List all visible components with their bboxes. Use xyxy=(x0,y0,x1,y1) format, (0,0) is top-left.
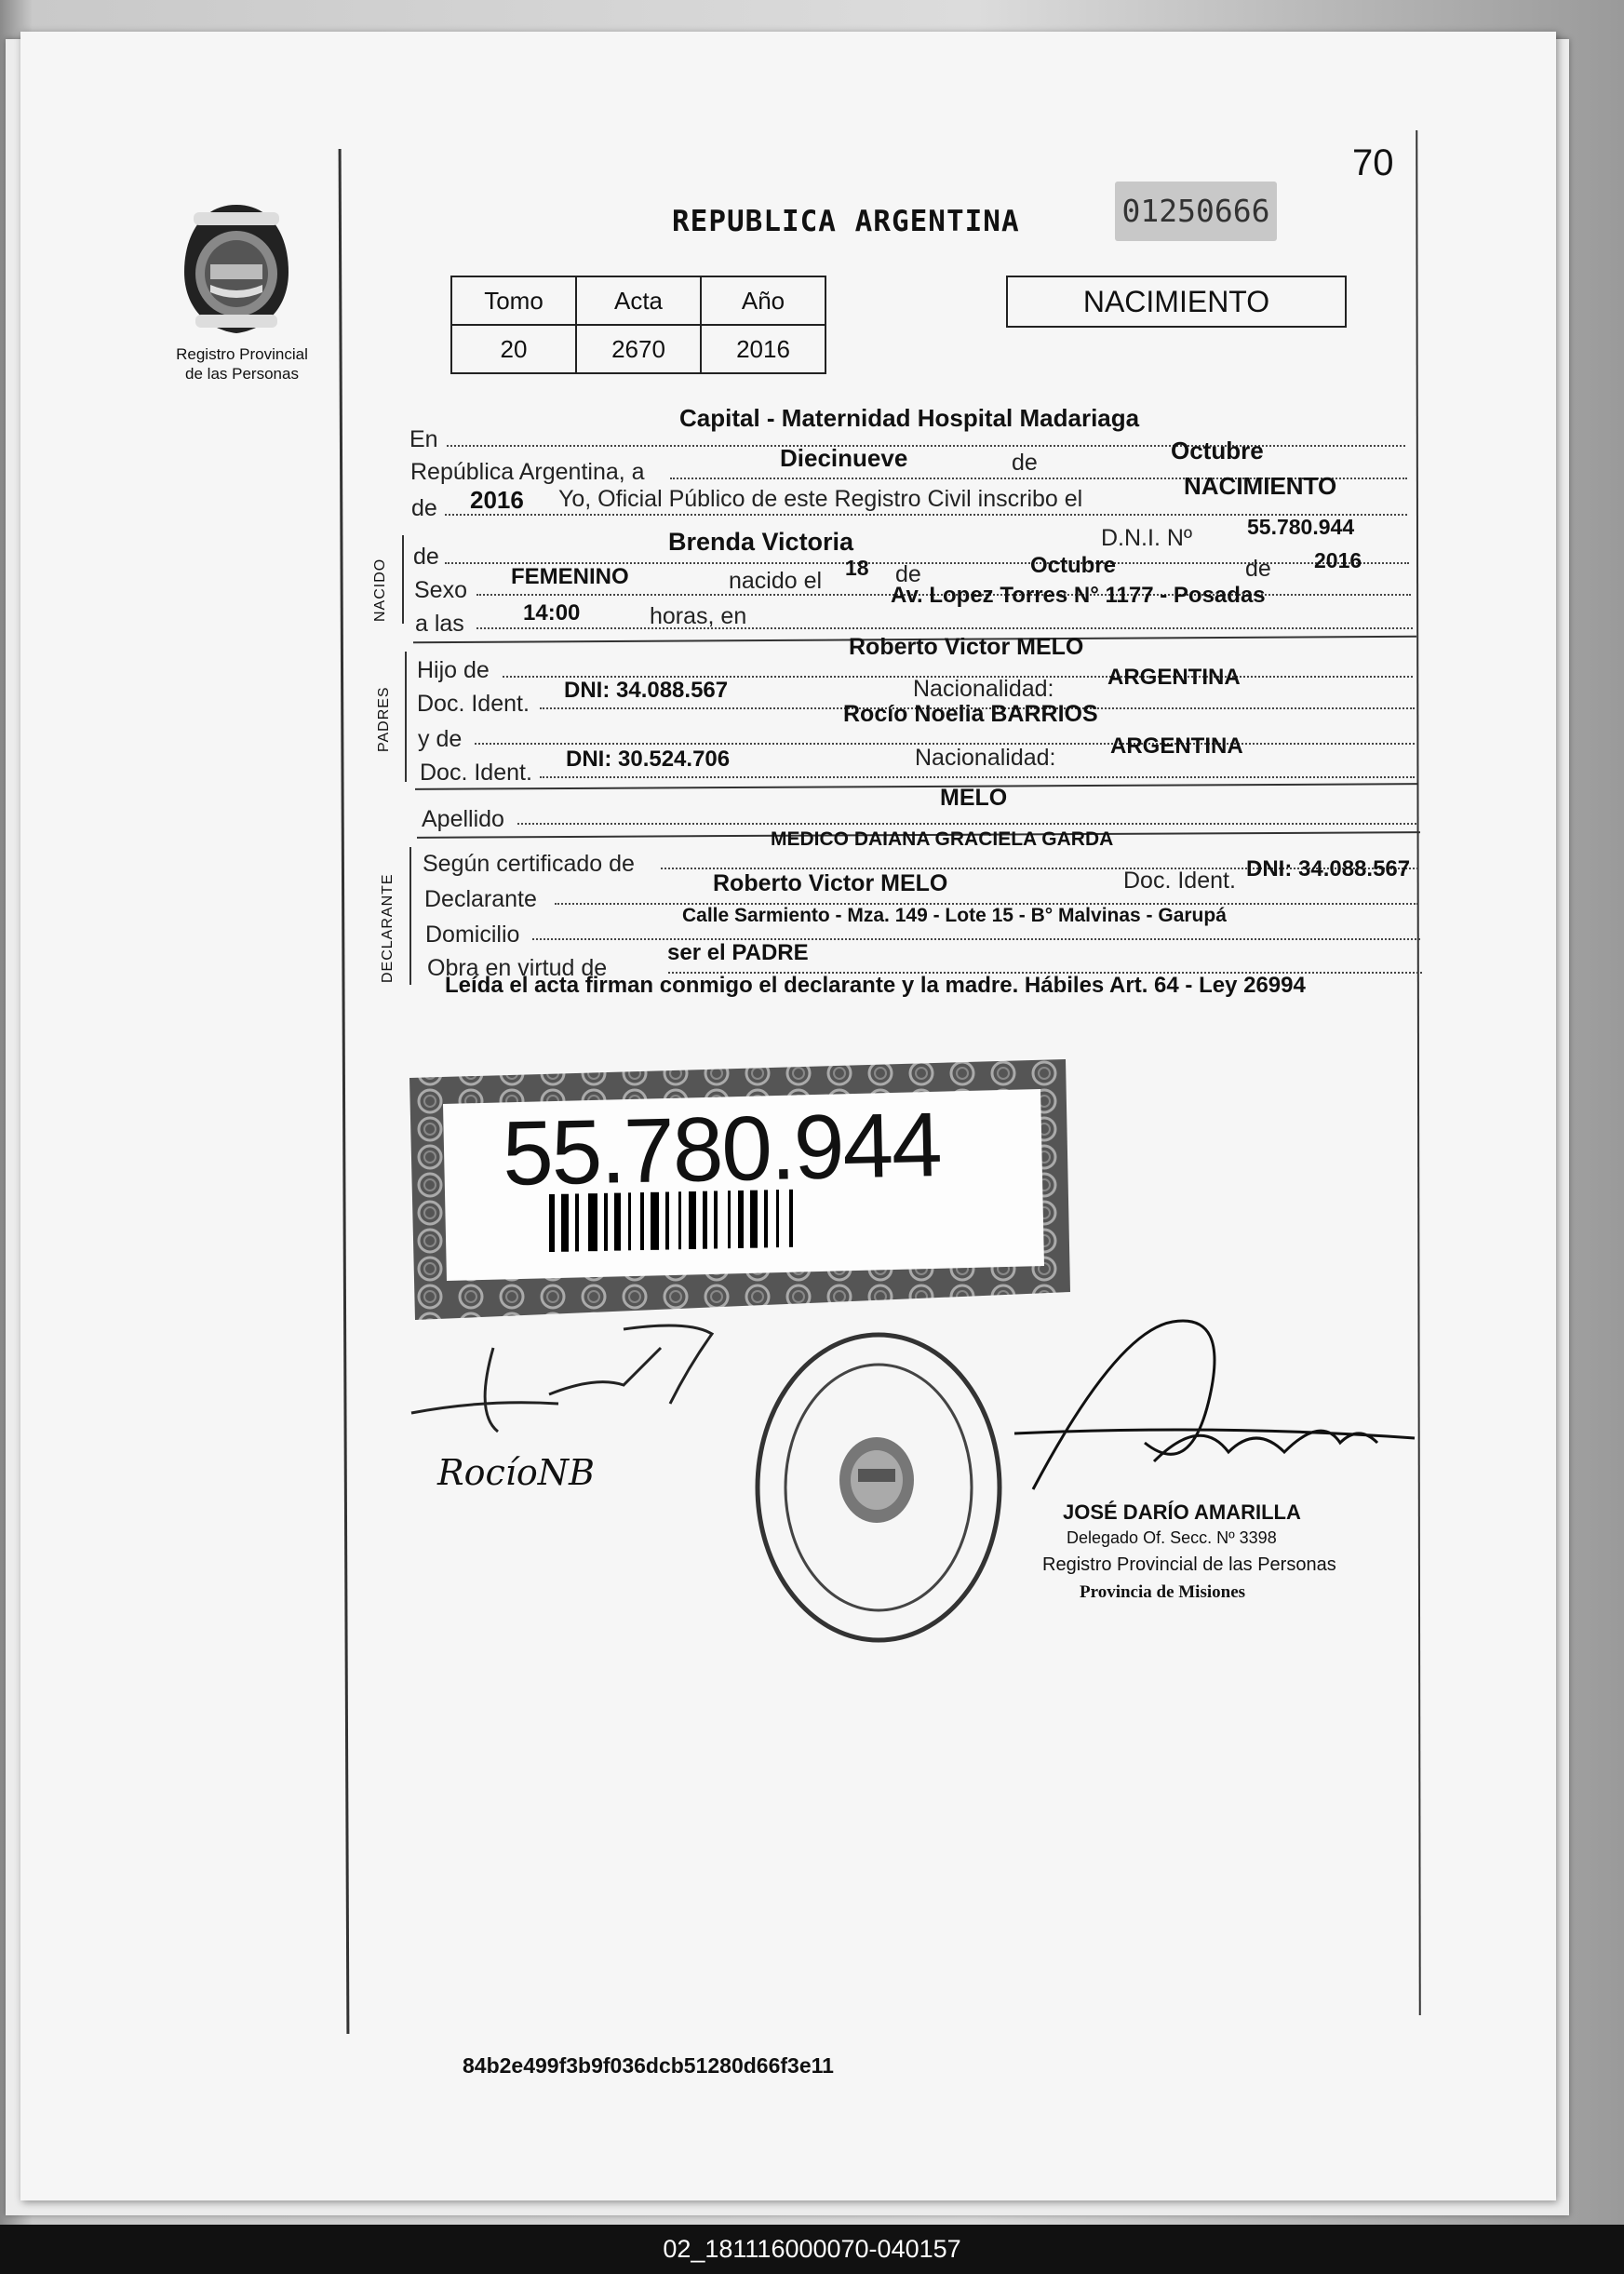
father-nationality-label: Nacionalidad: xyxy=(913,676,1054,702)
registry-text: Yo, Oficial Público de este Registro Civil inscribo el xyxy=(558,486,1083,512)
official-name: JOSÉ DARÍO AMARILLA xyxy=(1063,1500,1301,1524)
mother-nationality-value: ARGENTINA xyxy=(1110,733,1243,759)
mother-doc-value: DNI: 30.524.706 xyxy=(566,747,731,772)
document-hash: 84b2e499f3b9f036dcb51280d66f3e11 xyxy=(463,2053,834,2078)
y-de-label: y de xyxy=(418,726,463,752)
reference-table xyxy=(450,276,826,374)
en-label: En xyxy=(409,426,438,452)
child-name-value: Brenda Victoria xyxy=(668,528,854,556)
birth-de-label: de xyxy=(895,561,921,587)
child-dni-value: 55.780.944 xyxy=(1247,515,1355,539)
official-stamp xyxy=(745,1320,1014,1655)
certificate-value: MEDICO DAIANA GRACIELA GARDA xyxy=(771,828,1114,850)
sticker-number: 55.780.944 xyxy=(501,1093,942,1204)
certificado-label: Según certificado de xyxy=(423,851,635,877)
ref-value-tomo: 20 xyxy=(451,325,576,373)
mother-nationality-label: Nacionalidad: xyxy=(915,745,1056,771)
page-number: 70 xyxy=(1352,142,1394,183)
declarante-doc-label: Doc. Ident. xyxy=(1123,868,1236,894)
official-office: Registro Provincial de las Personas xyxy=(1042,1554,1336,1575)
ref-header-ano: Año xyxy=(701,276,825,325)
reference-value-row xyxy=(451,325,825,373)
father-doc-label: Doc. Ident. xyxy=(417,691,530,717)
domicilio-label: Domicilio xyxy=(425,922,520,948)
declarante-name-value: Roberto Victor MELO xyxy=(713,870,948,896)
logo-caption-line2: de las Personas xyxy=(185,365,299,383)
logo-caption xyxy=(154,344,329,383)
official-role: Delegado Of. Secc. Nº 3398 xyxy=(1067,1528,1277,1547)
sexo-value: FEMENINO xyxy=(511,564,629,589)
father-doc-value: DNI: 34.088.567 xyxy=(564,678,729,703)
month-value: Octubre xyxy=(1171,437,1264,464)
official-signature xyxy=(986,1303,1424,1527)
obra-label: Obra en virtud de xyxy=(427,955,608,981)
logo-caption-line1: Registro Provincial xyxy=(176,345,308,363)
birth-address-value: Av. Lopez Torres N° 1177 - Posadas xyxy=(891,583,1266,608)
birth-day-value: 18 xyxy=(845,556,869,580)
reference-header-row xyxy=(451,276,825,325)
father-nationality-value: ARGENTINA xyxy=(1107,665,1241,690)
padres-side-label: PADRES xyxy=(376,686,392,752)
day-value: Diecinueve xyxy=(780,444,908,472)
de-label: de xyxy=(1012,450,1038,476)
father-name-value: Roberto Victor MELO xyxy=(849,634,1084,660)
declarante-side-label: DECLARANTE xyxy=(380,873,396,983)
declarante-doc-value: DNI: 34.088.567 xyxy=(1246,856,1411,881)
dni-label: D.N.I. Nº xyxy=(1101,525,1193,551)
file-name-footer: 02_181116000070-040157 xyxy=(0,2225,1624,2274)
birth-year-de-label: de xyxy=(1245,556,1271,582)
hijo-de-label: Hijo de xyxy=(417,657,490,683)
declarante-label: Declarante xyxy=(424,886,537,912)
apellido-label: Apellido xyxy=(422,806,504,832)
official-province: Provincia de Misiones xyxy=(1080,1582,1246,1602)
place-value: Capital - Maternidad Hospital Madariaga xyxy=(679,404,1140,432)
serial-number: 01250666 xyxy=(1115,182,1277,241)
nacido-de-label: de xyxy=(413,544,439,570)
birth-month-value: Octubre xyxy=(1030,553,1117,578)
document-type-box: NACIMIENTO xyxy=(1006,276,1347,328)
year-de-label: de xyxy=(411,495,437,521)
capacity-value: ser el PADRE xyxy=(667,940,809,965)
birth-year-value: 2016 xyxy=(1314,548,1362,572)
ref-header-tomo: Tomo xyxy=(451,276,576,325)
address-value: Calle Sarmiento - Mza. 149 - Lote 15 - B° Malvinas - Garupá xyxy=(682,905,1227,926)
mother-name-value: Rocío Noelia BARRIOS xyxy=(843,701,1098,727)
country-title: REPUBLICA ARGENTINA xyxy=(672,205,1020,238)
horas-en-label: horas, en xyxy=(650,603,747,629)
ref-value-ano: 2016 xyxy=(701,325,825,373)
mother-doc-label: Doc. Ident. xyxy=(420,760,532,786)
nacido-el-label: nacido el xyxy=(729,568,823,594)
closing-statement: Leída el acta firman conmigo el declarante y la madre. Hábiles Art. 64 - Ley 26994 xyxy=(445,973,1306,998)
time-value: 14:00 xyxy=(523,600,581,626)
sexo-label: Sexo xyxy=(414,577,467,603)
mother-signature-text: RocíoNB xyxy=(437,1452,595,1493)
year-value: 2016 xyxy=(470,486,524,514)
ref-header-acta: Acta xyxy=(576,276,701,325)
province-seal-logo xyxy=(173,199,300,339)
republica-label: República Argentina, a xyxy=(410,459,645,485)
ref-value-acta: 2670 xyxy=(576,325,701,373)
apellido-value: MELO xyxy=(940,785,1008,811)
event-value: NACIMIENTO xyxy=(1184,472,1337,500)
a-las-label: a las xyxy=(415,611,464,637)
nacido-side-label: NACIDO xyxy=(372,558,388,622)
